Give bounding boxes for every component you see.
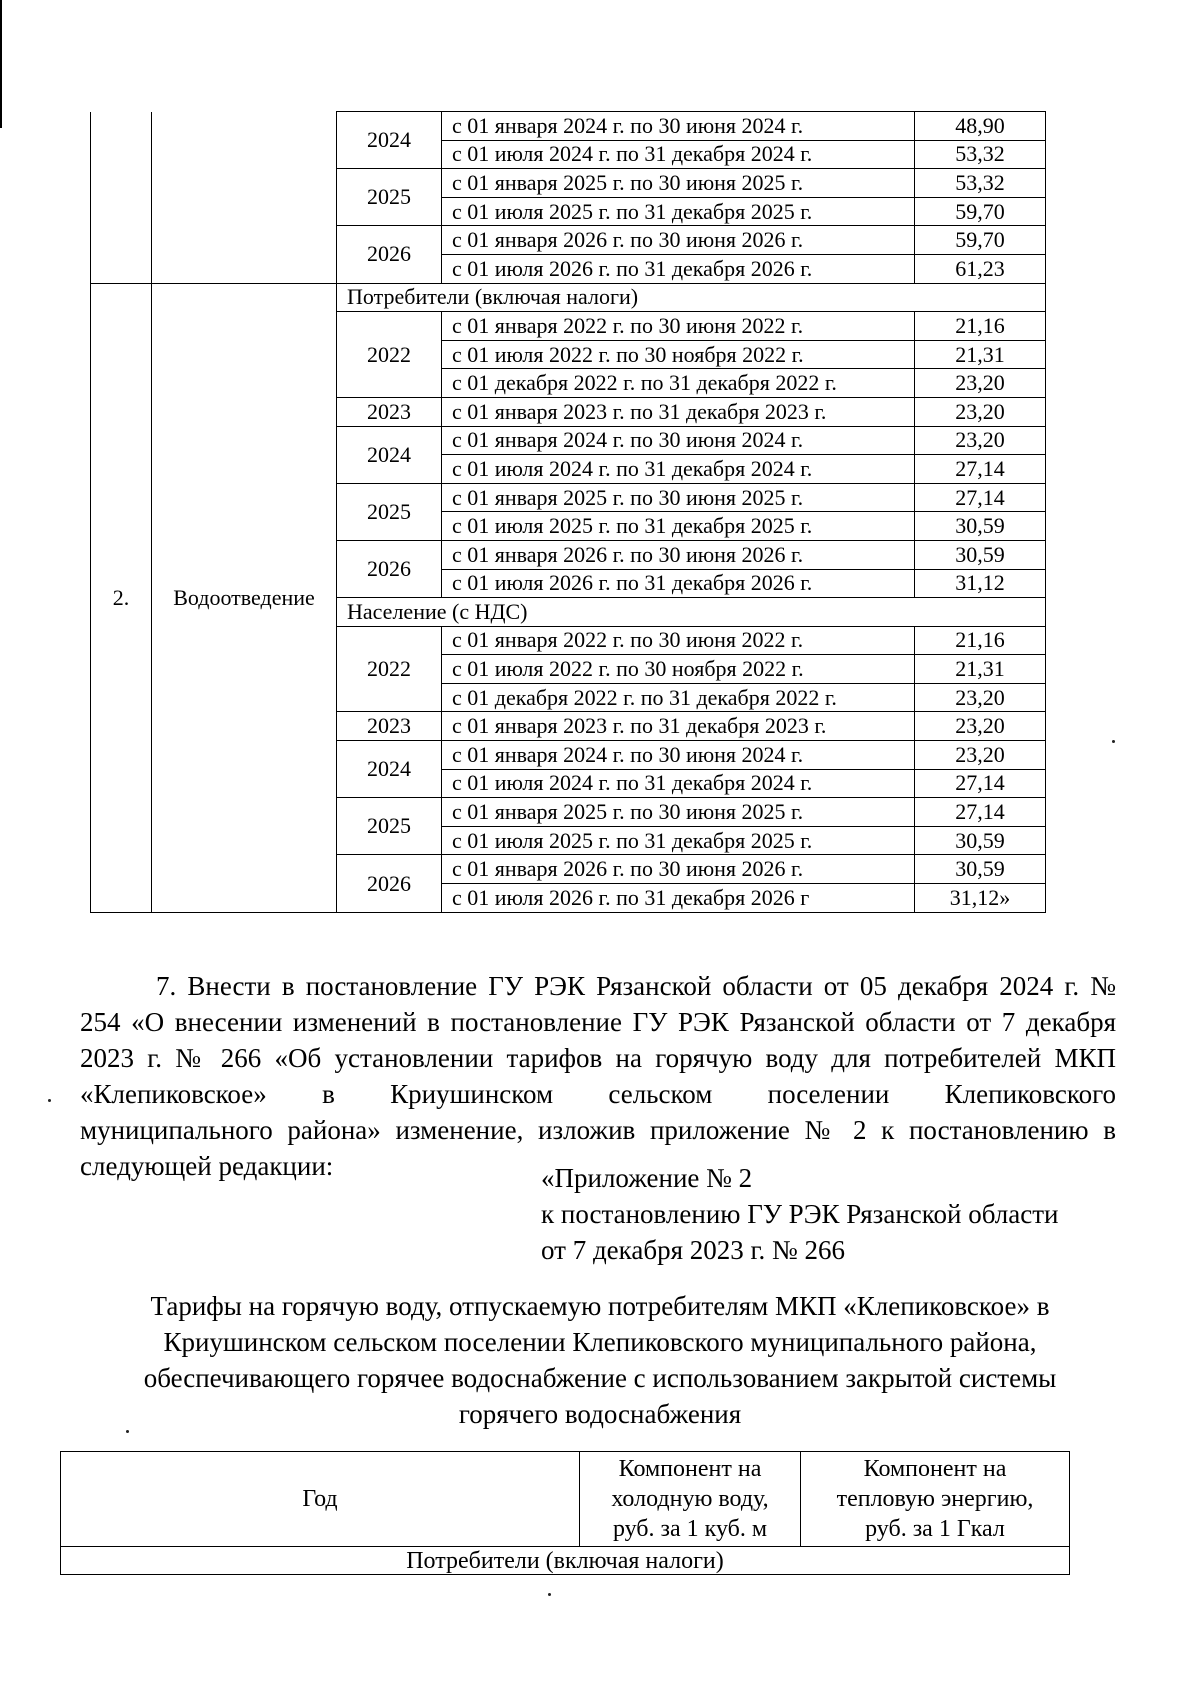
- title-line: Криушинском сельском поселении Клепиковского муниципального района,: [163, 1327, 1037, 1357]
- title-line: горячего водоснабжения: [458, 1399, 742, 1429]
- year-cell: 2022: [337, 626, 442, 712]
- header-line: Компонент на: [863, 1456, 1007, 1482]
- year-cell: 2025: [337, 798, 442, 855]
- period-cell: с 01 декабря 2022 г. по 31 декабря 2022 г.: [442, 369, 915, 398]
- appendix-line: от 7 декабря 2023 г. № 266: [541, 1235, 846, 1265]
- value-cell: 30,59: [915, 855, 1046, 884]
- paragraph-line: «Клепиковское» в Криушинском сельском поселении Клепиковского: [80, 1079, 1116, 1109]
- period-cell: с 01 июля 2026 г. по 31 декабря 2026 г: [442, 884, 915, 913]
- value-cell: 21,16: [915, 312, 1046, 341]
- value-cell: 23,20: [915, 741, 1046, 770]
- header-cold-water: [580, 1452, 801, 1547]
- value-cell: 21,16: [915, 626, 1046, 655]
- value-cell: 21,31: [915, 655, 1046, 684]
- tariff-table-continuation: [90, 111, 1046, 913]
- title-line: обеспечивающего горячее водоснабжение с использованием закрытой системы: [143, 1363, 1057, 1393]
- period-cell: с 01 января 2026 г. по 30 июня 2026 г.: [442, 540, 915, 569]
- period-cell: с 01 января 2025 г. по 30 июня 2025 г.: [442, 483, 915, 512]
- appendix-line: к постановлению ГУ РЭК Рязанской области: [541, 1199, 1059, 1229]
- value-cell: 30,59: [915, 512, 1046, 541]
- period-cell: с 01 июля 2022 г. по 30 ноября 2022 г.: [442, 340, 915, 369]
- value-cell: 23,20: [915, 683, 1046, 712]
- table-header-row: [61, 1452, 1070, 1547]
- period-cell: с 01 января 2025 г. по 30 июня 2025 г.: [442, 798, 915, 827]
- year-cell: 2025: [337, 483, 442, 540]
- value-cell: 27,14: [915, 455, 1046, 484]
- value-cell: 48,90: [915, 112, 1046, 141]
- group-row: [61, 1547, 1070, 1575]
- paragraph-line: муниципального района» изменение, изложив приложение № 2 к постановлению в: [80, 1115, 1116, 1145]
- year-cell: 2024: [337, 426, 442, 483]
- row-number-cell: 2.: [91, 283, 152, 912]
- period-cell: с 01 июля 2025 г. по 31 декабря 2025 г.: [442, 197, 915, 226]
- period-cell: с 01 января 2026 г. по 30 июня 2026 г.: [442, 855, 915, 884]
- value-cell: 23,20: [915, 712, 1046, 741]
- value-cell: 61,23: [915, 254, 1046, 283]
- value-cell: 31,12»: [915, 884, 1046, 913]
- value-cell: 23,20: [915, 369, 1046, 398]
- year-cell: 2022: [337, 312, 442, 398]
- table-row: [91, 112, 1046, 141]
- period-cell: с 01 июля 2026 г. по 31 декабря 2026 г.: [442, 569, 915, 598]
- period-cell: с 01 января 2024 г. по 30 июня 2024 г.: [442, 741, 915, 770]
- value-cell: 59,70: [915, 197, 1046, 226]
- group-row: [91, 283, 1046, 312]
- scan-speck: [48, 1099, 51, 1102]
- row-number-cell: [91, 112, 152, 284]
- value-cell: 53,32: [915, 140, 1046, 169]
- paragraph-line: 2023 г. № 266 «Об установлении тарифов на горячую воду для потребителей МКП: [80, 1043, 1116, 1073]
- scan-speck: [1112, 740, 1115, 743]
- scan-speck: [126, 1430, 129, 1433]
- group-label: Потребители (включая налоги): [61, 1547, 1070, 1575]
- year-cell: 2024: [337, 741, 442, 798]
- year-cell: 2024: [337, 112, 442, 169]
- year-cell: 2023: [337, 397, 442, 426]
- period-cell: с 01 января 2022 г. по 30 июня 2022 г.: [442, 626, 915, 655]
- value-cell: 27,14: [915, 798, 1046, 827]
- value-cell: 30,59: [915, 826, 1046, 855]
- appendix-reference: [541, 1160, 1058, 1268]
- service-cell: [152, 112, 337, 284]
- period-cell: с 01 июля 2025 г. по 31 декабря 2025 г.: [442, 512, 915, 541]
- period-cell: с 01 июля 2024 г. по 31 декабря 2024 г.: [442, 140, 915, 169]
- tariff-title: [60, 1288, 1140, 1432]
- hot-water-tariff-table: [60, 1451, 1070, 1575]
- header-heat-energy: [801, 1452, 1070, 1547]
- period-cell: с 01 января 2023 г. по 31 декабря 2023 г.: [442, 712, 915, 741]
- paragraph-line: 7. Внести в постановление ГУ РЭК Рязанской области от 05 декабря 2024 г. №: [156, 971, 1116, 1001]
- period-cell: с 01 июля 2024 г. по 31 декабря 2024 г.: [442, 769, 915, 798]
- year-cell: 2026: [337, 540, 442, 597]
- period-cell: с 01 июля 2026 г. по 31 декабря 2026 г.: [442, 254, 915, 283]
- value-cell: 27,14: [915, 769, 1046, 798]
- value-cell: 27,14: [915, 483, 1046, 512]
- title-line: Тарифы на горячую воду, отпускаемую потребителям МКП «Клепиковское» в: [150, 1291, 1050, 1321]
- left-margin-line: [0, 0, 2, 128]
- paragraph-line: следующей редакции:: [80, 1151, 334, 1181]
- period-cell: с 01 января 2024 г. по 30 июня 2024 г.: [442, 112, 915, 141]
- scan-speck: [548, 1593, 551, 1596]
- paragraph-7: [80, 968, 1116, 1184]
- period-cell: с 01 июля 2022 г. по 30 ноября 2022 г.: [442, 655, 915, 684]
- header-year: Год: [61, 1452, 580, 1547]
- period-cell: с 01 июля 2024 г. по 31 декабря 2024 г.: [442, 455, 915, 484]
- value-cell: 31,12: [915, 569, 1046, 598]
- header-line: руб. за 1 куб. м: [612, 1516, 768, 1542]
- period-cell: с 01 января 2026 г. по 30 июня 2026 г.: [442, 226, 915, 255]
- group-label: Население (с НДС): [337, 598, 1046, 627]
- period-cell: с 01 января 2024 г. по 30 июня 2024 г.: [442, 426, 915, 455]
- value-cell: 23,20: [915, 397, 1046, 426]
- header-line: руб. за 1 Гкал: [865, 1516, 1005, 1542]
- period-cell: с 01 июля 2025 г. по 31 декабря 2025 г.: [442, 826, 915, 855]
- period-cell: с 01 января 2023 г. по 31 декабря 2023 г.: [442, 397, 915, 426]
- year-cell: 2025: [337, 169, 442, 226]
- paragraph-line: 254 «О внесении изменений в постановление ГУ РЭК Рязанской области от 7 декабря: [80, 1007, 1116, 1037]
- year-cell: 2023: [337, 712, 442, 741]
- value-cell: 23,20: [915, 426, 1046, 455]
- year-cell: 2026: [337, 226, 442, 283]
- group-label: Потребители (включая налоги): [337, 283, 1046, 312]
- service-cell: Водоотведение: [152, 283, 337, 912]
- header-line: Компонент на: [618, 1456, 762, 1482]
- value-cell: 59,70: [915, 226, 1046, 255]
- period-cell: с 01 января 2022 г. по 30 июня 2022 г.: [442, 312, 915, 341]
- value-cell: 30,59: [915, 540, 1046, 569]
- period-cell: с 01 января 2025 г. по 30 июня 2025 г.: [442, 169, 915, 198]
- year-cell: 2026: [337, 855, 442, 912]
- header-line: тепловую энергию,: [836, 1486, 1034, 1512]
- header-line: холодную воду,: [611, 1486, 769, 1512]
- value-cell: 53,32: [915, 169, 1046, 198]
- appendix-line: «Приложение № 2: [541, 1163, 753, 1193]
- value-cell: 21,31: [915, 340, 1046, 369]
- period-cell: с 01 декабря 2022 г. по 31 декабря 2022 г.: [442, 683, 915, 712]
